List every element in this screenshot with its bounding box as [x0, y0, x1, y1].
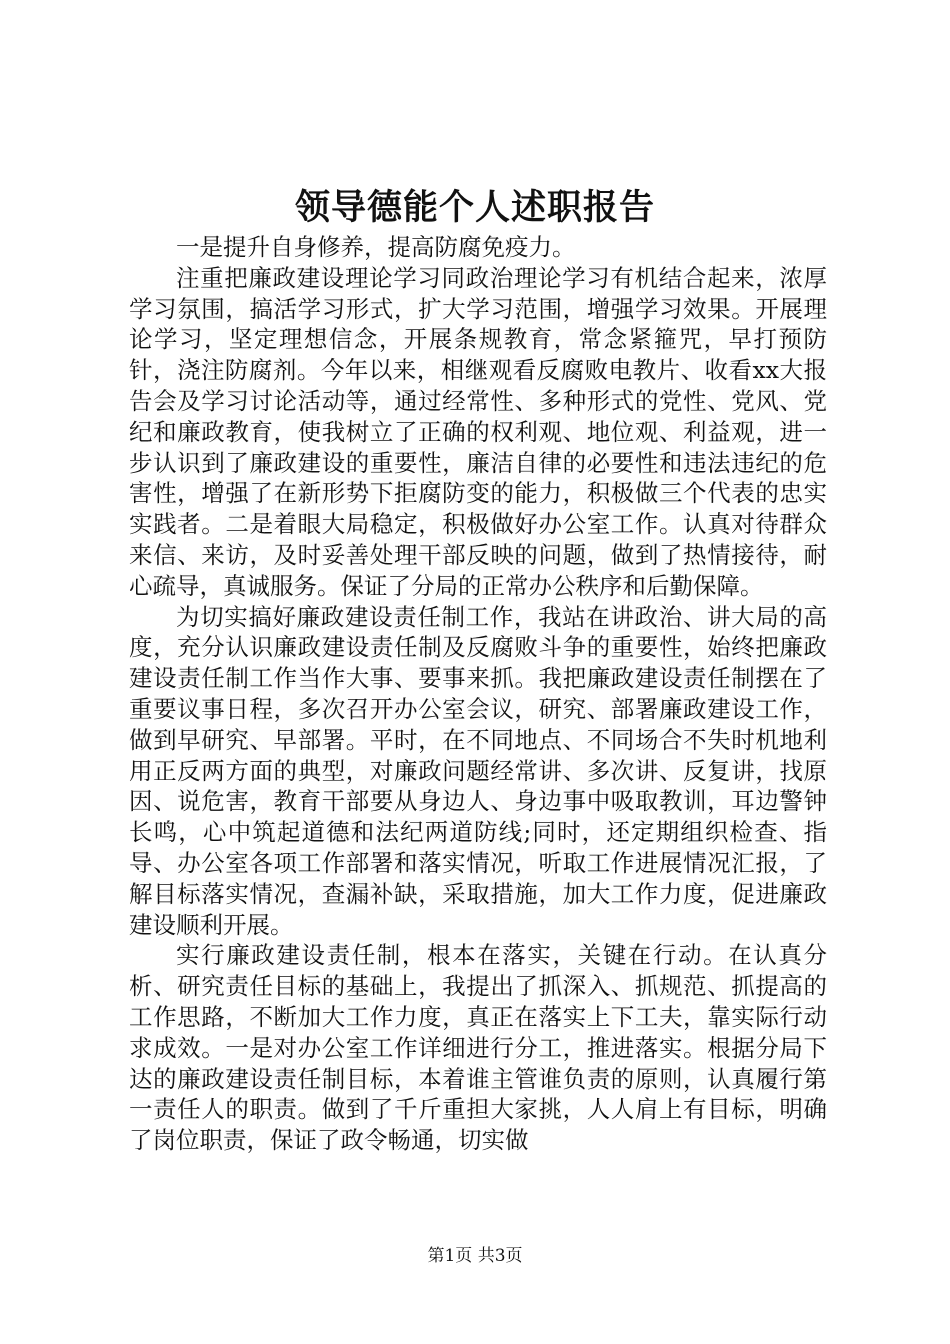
- paragraph-1: 一是提升自身修养，提高防腐免疫力。: [176, 233, 576, 261]
- paragraph-4: 实行廉政建设责任制，根本在落实，关键在行动。在认真分析、研究责任目标的基础上，我提出了抓深入、抓规范、抓提高的工作思路，不断加大工作力度，真正在落实上下工夫，靠实际行动求成效。一是对办公室工作详细进行分工，推进落实。根据分局下达的廉政建设责任制目标，本着谁主管谁负责的原则，认真履行第一责任人的职责。做到了千斤重担大家挑，人人肩上有目标，明确了岗位职责，保证了政令畅通，切实做: [129, 941, 827, 1155]
- paragraph-2: 注重把廉政建设理论学习同政治理论学习有机结合起来，浓厚学习氛围，搞活学习形式，扩大学习范围，增强学习效果。开展理论学习，坚定理想信念，开展条规教育，常念紧箍咒，早打预防针，浇注防腐剂。今年以来，相继观看反腐败电教片、收看xx大报告会及学习讨论活动等，通过经常性、多种形式的党性、党风、党纪和廉政教育，使我树立了正确的权利观、地位观、利益观，进一步认识到了廉政建设的重要性，廉洁自律的必要性和违法违纪的危害性，增强了在新形势下拒腐防变的能力，积极做三个代表的忠实实践者。二是着眼大局稳定，积极做好办公室工作。认真对待群众来信、来访，及时妥善处理干部反映的问题，做到了热情接待，耐心疏导，真诚服务。保证了分局的正常办公秩序和后勤保障。: [129, 263, 827, 600]
- page-number-footer: 第1页 共3页: [427, 1246, 523, 1266]
- document-title: 领导德能个人述职报告: [294, 187, 655, 228]
- paragraph-3: 为切实搞好廉政建设责任制工作，我站在讲政治、讲大局的高度，充分认识廉政建设责任制及反腐败斗争的重要性，始终把廉政建设责任制工作当作大事、要事来抓。我把廉政建设责任制摆在了重要议事日程，多次召开办公室会议，研究、部署廉政建设工作，做到早研究、早部署。平时，在不同地点、不同场合不失时机地利用正反两方面的典型，对廉政问题经常讲、多次讲、反复讲，找原因、说危害，教育干部要从身边人、身边事中吸取教训，耳边警钟长鸣，心中筑起道德和法纪两道防线;同时，还定期组织检查、指导、办公室各项工作部署和落实情况，听取工作进展情况汇报，了解目标落实情况，查漏补缺，采取措施，加大工作力度，促进廉政建设顺利开展。: [129, 602, 827, 939]
- document-body: [129, 232, 827, 1156]
